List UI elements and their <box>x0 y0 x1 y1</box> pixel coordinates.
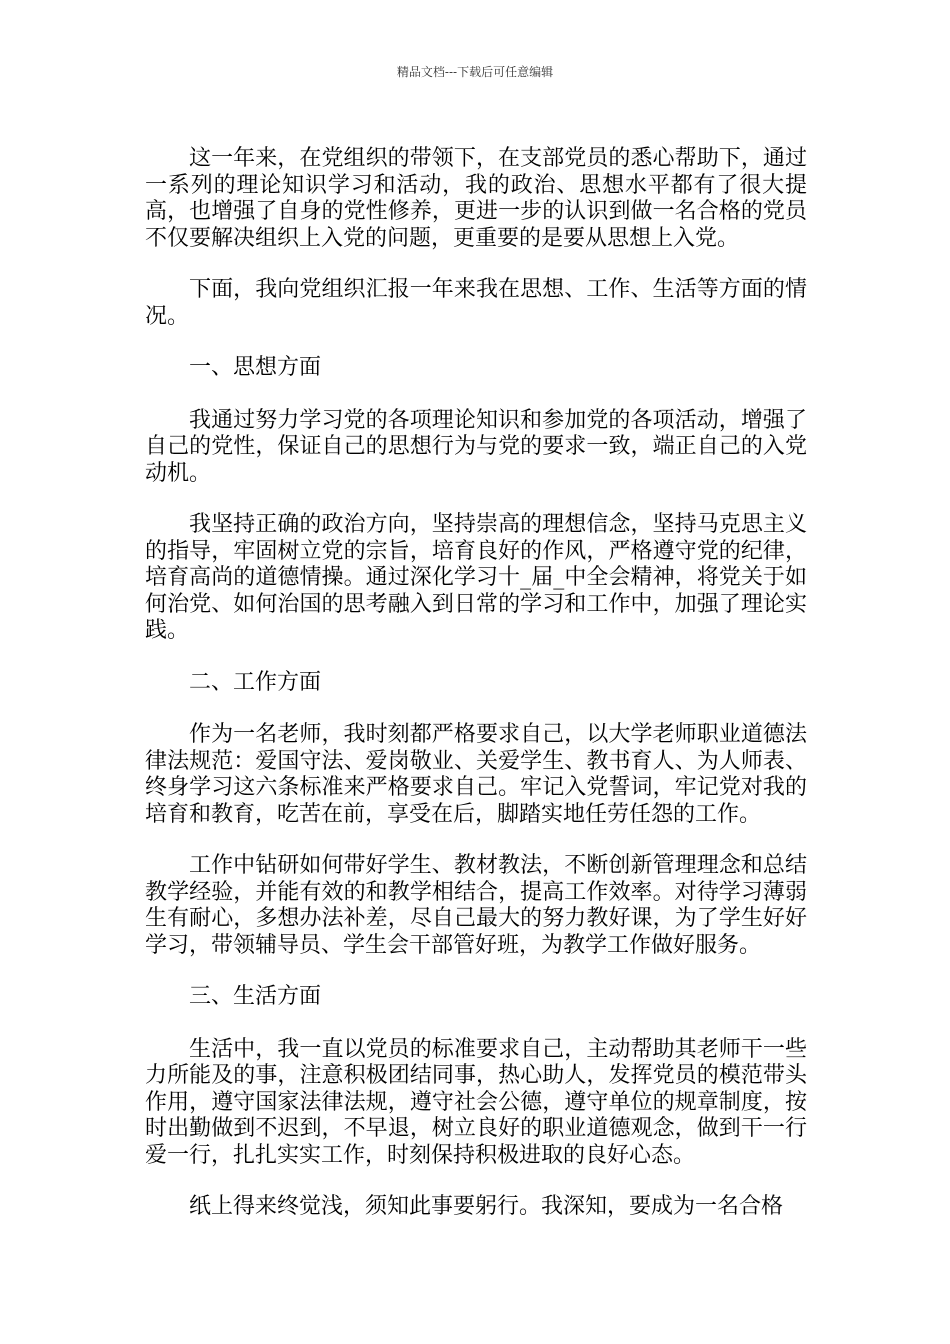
document-body <box>145 146 807 1246</box>
paragraph-work-1: 作为一名老师，我时刻都严格要求自己，以大学老师职业道德法律法规范：爱国守法、爱岗敬业、关爱学生、教书育人、为人师表、终身学习这六条标准来严格要求自己。牢记入党誓词，牢记党对我的培育和教育，吃苦在前，享受在后，脚踏实地任劳任怨的工作。 <box>145 722 807 827</box>
paragraph-thought-2: 我坚持正确的政治方向，坚持崇高的理想信念，坚持马克思主义的指导，牢固树立党的宗旨，培育良好的作风，严格遵守党的纪律，培育高尚的道德情操。通过深化学习十_届_中全会精神，将党关于如何治党、如何治国的思考融入到日常的学习和工作中，加强了理论实践。 <box>145 512 807 643</box>
paragraph-life-1: 生活中，我一直以党员的标准要求自己，主动帮助其老师干一些力所能及的事，注意积极团结同事，热心助人，发挥党员的模范带头作用，遵守国家法律法规，遵守社会公德，遵守单位的规章制度，按时出勤做到不迟到，不早退，树立良好的职业道德观念，做到干一行爱一行，扎扎实实工作，时刻保持积极进取的良好心态。 <box>145 1036 807 1168</box>
section-heading-work: 二、工作方面 <box>189 669 322 695</box>
paragraph-overview: 下面，我向党组织汇报一年来我在思想、工作、生活等方面的情况。 <box>145 277 807 329</box>
section-heading-thought: 一、思想方面 <box>189 355 322 380</box>
paragraph-intro: 这一年来，在党组织的带领下，在支部党员的悉心帮助下，通过一系列的理论知识学习和活动，我的政治、思想水平都有了很大提高，也增强了自身的党性修养，更进一步的认识到做一名合格的党员不仅要解决组织上入党的问题，更重要的是要从思想上入党。 <box>145 146 807 251</box>
section-heading-life: 三、生活方面 <box>189 984 322 1009</box>
paragraph-work-2: 工作中钻研如何带好学生、教材教法，不断创新管理理念和总结教学经验，并能有效的和教学相结合，提高工作效率。对待学习薄弱生有耐心，多想办法补差，尽自己最大的努力教好课，为了学生好好学习，带领辅导员、学生会干部管好班，为教学工作做好服务。 <box>145 853 807 958</box>
paragraph-thought-1: 我通过努力学习党的各项理论知识和参加党的各项活动，增强了自己的党性，保证自己的思想行为与党的要求一致，端正自己的入党动机。 <box>145 407 807 486</box>
page-header-watermark: 精品文档---下载后可任意编辑 <box>396 65 554 79</box>
paragraph-closing: 纸上得来终觉浅，须知此事要躬行。我深知，要成为一名合格 <box>189 1194 784 1219</box>
